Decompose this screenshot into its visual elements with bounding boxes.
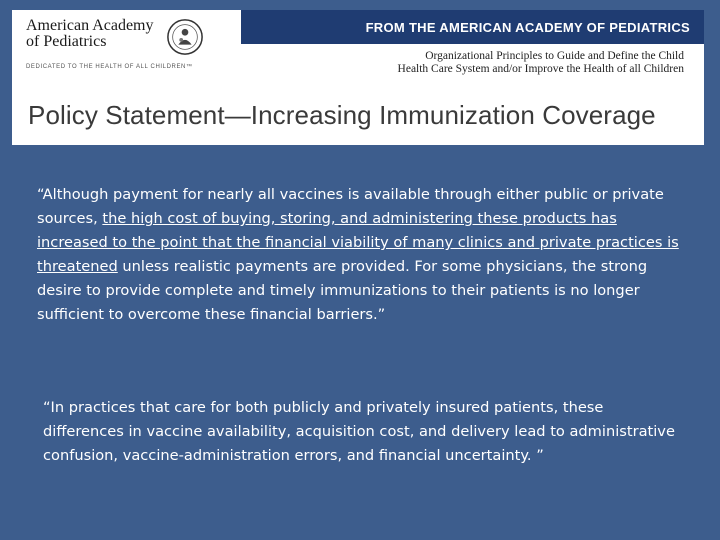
aap-logo [26,18,256,76]
quote-1-text-end: unless realistic payments are provided. For some physicians, the strong desire to provide complete and timely immunizations to their patients is no longer sufficient to overcome these financial barriers.” [37,258,648,323]
quote-block-2: “In practices that care for both publicly and privately insured patients, these differences in vaccine availability, acquisition cost, and delivery lead to administrative confusion, vaccine-administration errors, and financial uncertainty. ” [43,399,675,464]
aap-seal-icon [166,18,204,56]
org-tagline: DEDICATED TO THE HEALTH OF ALL CHILDREN™ [26,64,193,70]
quote-block-1 [37,183,687,327]
article-title: Organizational Principles to Guide and Define the Child Health Care System and/or Improve the Health of all Children [397,50,684,75]
policy-statement-title: Policy Statement—Increasing Immunization Coverage [28,100,656,130]
quote-1-underlined-text: the high cost of buying, storing, and administering these products has increased to the point that the financial viability of many clinics and private practices is threatened [37,210,679,275]
publisher-bar [241,10,704,44]
quote-1-text-start: “Although payment for nearly all vaccines is available through either public or private sources, [37,186,664,227]
article-header-banner [12,10,704,145]
org-name: American Academy of Pediatrics [26,17,154,50]
publisher-label: FROM THE AMERICAN ACADEMY OF PEDIATRICS [365,19,690,35]
